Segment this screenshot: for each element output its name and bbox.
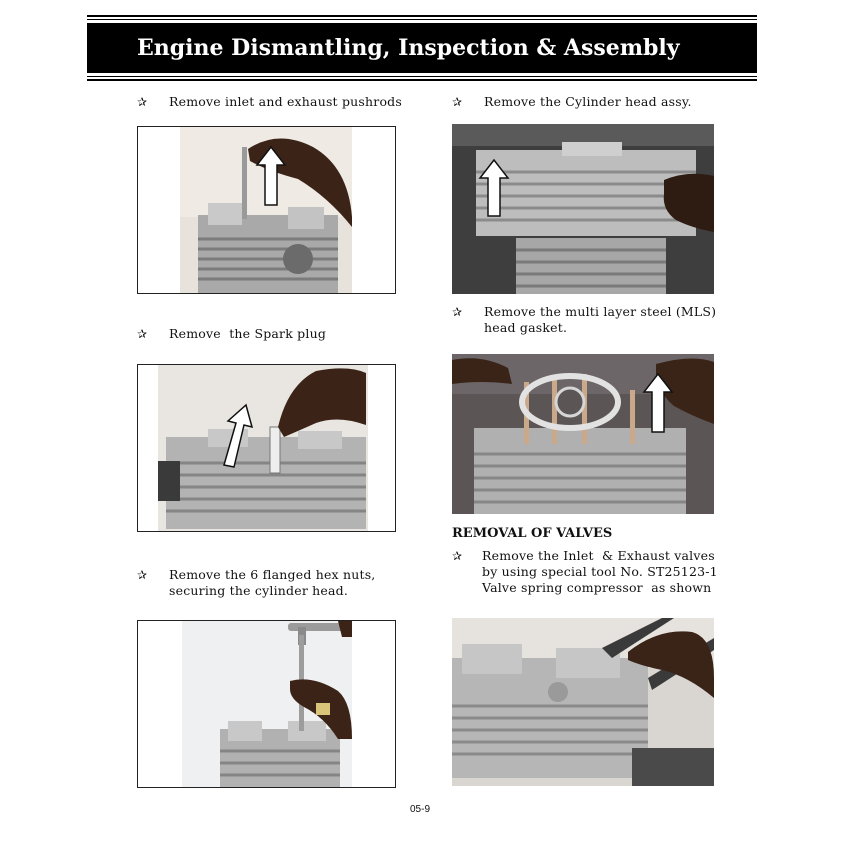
photo-head-gasket-removal — [452, 354, 714, 514]
step-text: Remove inlet and exhaust pushrods — [169, 94, 402, 109]
photo-hex-nut-removal — [137, 620, 396, 788]
bottom-rule-thin — [87, 76, 757, 77]
step-cylinder-head — [452, 94, 732, 112]
star-bullet-icon: ✰ — [137, 327, 148, 341]
step-text: Remove the Spark plug — [169, 326, 327, 341]
photo-pushrod-removal — [137, 126, 396, 294]
step-valves — [452, 548, 732, 600]
photo-cylinder-head-removal — [452, 124, 714, 294]
star-bullet-icon: ✰ — [452, 305, 463, 319]
step-text: Remove the multi layer steel (MLS) head gasket. — [484, 304, 717, 335]
step-text: Remove the Cylinder head assy. — [484, 94, 692, 109]
step-head-gasket — [452, 304, 732, 338]
page-title: Engine Dismantling, Inspection & Assembly — [87, 23, 757, 73]
star-bullet-icon: ✰ — [452, 95, 463, 109]
star-bullet-icon: ✰ — [137, 95, 148, 109]
photo-valve-compressor — [452, 618, 714, 786]
step-text: Remove the Inlet & Exhaust valves by using special tool No. ST25123-1 Valve spring compressor as shown — [482, 548, 718, 595]
step-spark-plug — [137, 326, 417, 344]
page-number: 05-9 — [410, 804, 431, 815]
star-bullet-icon: ✰ — [452, 549, 463, 563]
step-text: Remove the 6 flanged hex nuts, securing the cylinder head. — [169, 567, 376, 598]
star-bullet-icon: ✰ — [137, 568, 148, 582]
photo-spark-plug-removal — [137, 364, 396, 532]
bottom-rule — [87, 79, 757, 81]
section-heading: REMOVAL OF VALVES — [452, 526, 613, 541]
step-hex-nuts — [137, 567, 417, 601]
step-pushrods — [137, 94, 417, 112]
top-rule-thin — [87, 19, 757, 20]
top-rule — [87, 15, 757, 17]
